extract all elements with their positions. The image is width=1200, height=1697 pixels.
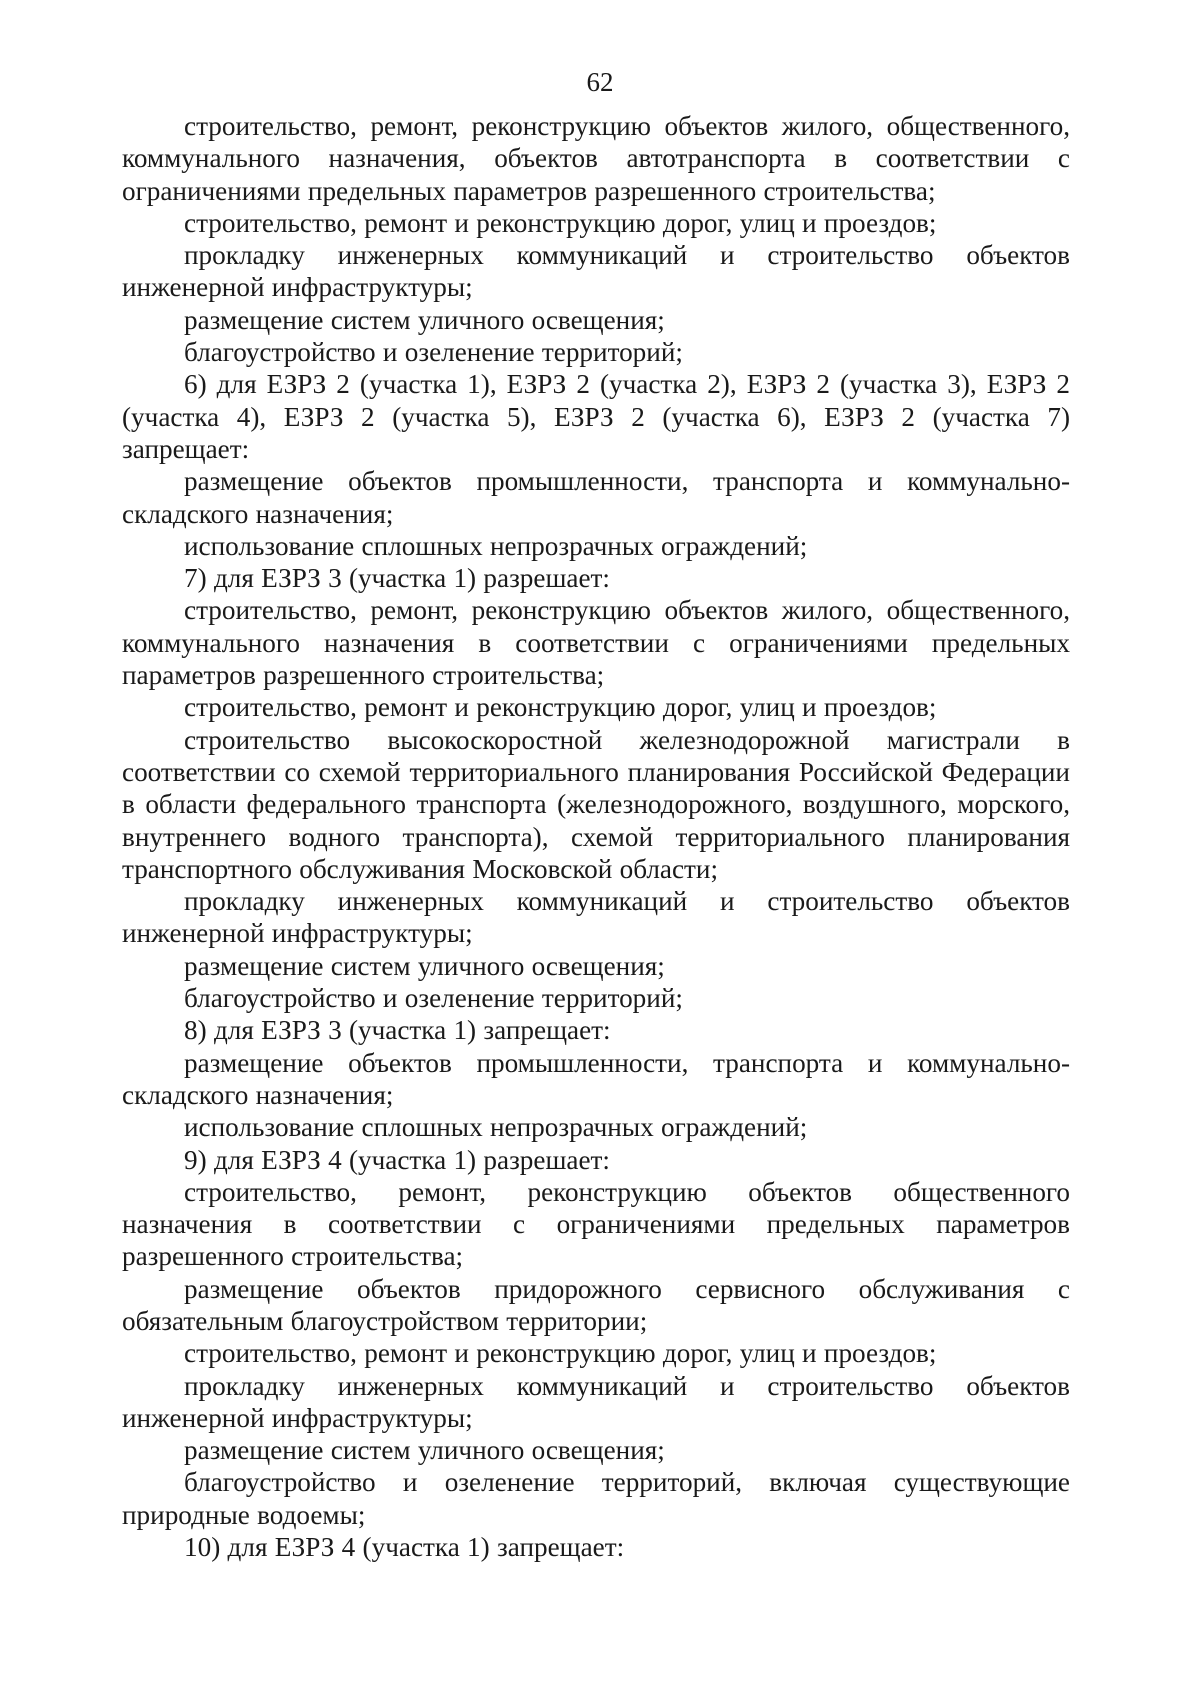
paragraph: строительство, ремонт и реконструкцию дорог, улиц и проездов; xyxy=(184,1338,937,1369)
list-item-heading: 9) для ЕЗРЗ 4 (участка 1) разрешает: xyxy=(184,1144,610,1175)
page-number: 62 xyxy=(586,67,614,97)
paragraph: строительство, ремонт и реконструкцию дорог, улиц и проездов; xyxy=(184,207,937,238)
paragraph: размещение систем уличного освещения; xyxy=(184,304,665,335)
list-item-heading: 10) для ЕЗРЗ 4 (участка 1) запрещает: xyxy=(184,1532,625,1563)
paragraph: строительство, ремонт, реконструкцию объектов жилого, общественного, коммунального назначения, объектов автотранспорта в соответствии с ограничениями предельных параметров разрешенного строительства; xyxy=(122,111,1070,206)
paragraph: прокладку инженерных коммуникаций и строительство объектов инженерной инфраструктуры; xyxy=(122,886,1070,949)
paragraph: строительство высокоскоростной железнодорожной магистрали в соответствии со схемой территориального планирования Российской Федерации в области федерального транспорта (железнодорожного, воздушного, морского, внутреннего водного транспорта), схемой территориального планирования транспортного обслуживания Московской области; xyxy=(122,724,1070,884)
document-body xyxy=(122,110,1070,1563)
paragraph: использование сплошных непрозрачных ограждений; xyxy=(184,1112,808,1143)
paragraph: прокладку инженерных коммуникаций и строительство объектов инженерной инфраструктуры; xyxy=(122,240,1070,303)
paragraph: размещение систем уличного освещения; xyxy=(184,1435,665,1466)
paragraph: размещение объектов придорожного сервисного обслуживания с обязательным благоустройством территории; xyxy=(122,1273,1070,1336)
paragraph: благоустройство и озеленение территорий; xyxy=(184,337,683,368)
paragraph: строительство, ремонт, реконструкцию объектов общественного назначения в соответствии с ограничениями предельных параметров разрешенного строительства; xyxy=(122,1176,1070,1272)
list-item-heading: 7) для ЕЗРЗ 3 (участка 1) разрешает: xyxy=(184,563,610,594)
paragraph: использование сплошных непрозрачных ограждений; xyxy=(184,530,808,561)
paragraph: размещение систем уличного освещения; xyxy=(184,950,665,981)
paragraph: размещение объектов промышленности, транспорта и коммунально-складского назначения; xyxy=(122,466,1070,529)
paragraph: благоустройство и озеленение территорий; xyxy=(184,983,683,1014)
paragraph: строительство, ремонт и реконструкцию дорог, улиц и проездов; xyxy=(184,692,937,723)
paragraph: благоустройство и озеленение территорий, включая существующие природные водоемы; xyxy=(122,1467,1070,1530)
paragraph: прокладку инженерных коммуникаций и строительство объектов инженерной инфраструктуры; xyxy=(122,1370,1070,1433)
list-item-heading: 6) для ЕЗРЗ 2 (участка 1), ЕЗРЗ 2 (участка 2), ЕЗРЗ 2 (участка 3), ЕЗРЗ 2 (участка 4), ЕЗРЗ 2 (участка 5), ЕЗРЗ 2 (участка 6), ЕЗРЗ 2 (участка 7) запрещает: xyxy=(122,369,1070,464)
list-item-heading: 8) для ЕЗРЗ 3 (участка 1) запрещает: xyxy=(184,1015,611,1046)
paragraph: строительство, ремонт, реконструкцию объектов жилого, общественного, коммунального назначения в соответствии с ограничениями предельных параметров разрешенного строительства; xyxy=(122,595,1070,691)
paragraph: размещение объектов промышленности, транспорта и коммунально-складского назначения; xyxy=(122,1047,1070,1110)
